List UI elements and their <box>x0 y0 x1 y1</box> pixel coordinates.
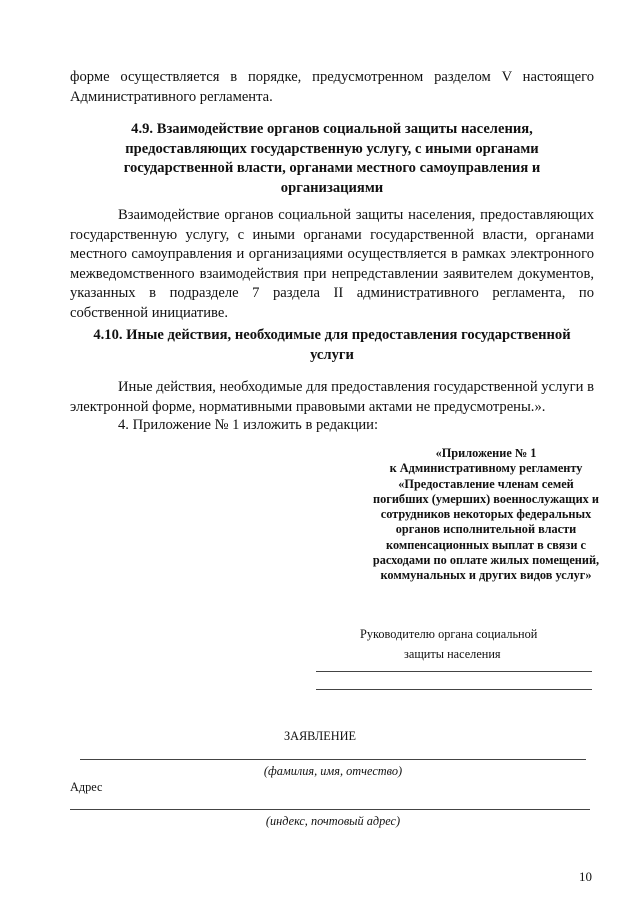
name-field-line <box>80 759 586 760</box>
section-4-9-heading: 4.9. Взаимодействие органов социальной защиты населения, предоставляющих государственную услугу, с иными органами государственной власти, органами местного самоуправления и организациями <box>123 121 541 196</box>
name-field-caption: (фамилия, имя, отчество) <box>263 764 403 778</box>
paragraph-intro: форме осуществляется в порядке, предусмотренном разделом V настоящего Административного регламента. <box>70 69 594 105</box>
recipient-blank-line-2 <box>316 689 592 690</box>
recipient-line-2: защиты населения <box>404 647 501 661</box>
address-field-caption: (индекс, почтовый адрес) <box>265 814 401 828</box>
appendix-title: «Приложение № 1 <box>435 446 537 460</box>
form-title: ЗАЯВЛЕНИЕ <box>283 729 357 743</box>
section-4-10-text: Иные действия, необходимые для предоставления государственной услуги в электронной форме, нормативными правовыми актами не предусмотрены.». <box>70 379 594 415</box>
address-field-line <box>70 809 590 810</box>
recipient-line-1: Руководителю органа социальной <box>360 627 538 641</box>
appendix-reference: к Административному регламенту <box>389 461 583 476</box>
recipient-blank-line-1 <box>316 671 592 672</box>
page-number: 10 <box>579 869 592 884</box>
appendix-regulation-name: «Предоставление членам семей погибших (умерших) военнослужащих и сотрудников некоторых федеральных органов исполнительной власти компенсационных выплат в связи с расходами по оплате жилых помещений, коммунальных и других видов услуг» <box>372 476 600 583</box>
address-label: Адрес <box>70 780 103 794</box>
section-4-10-heading: 4.10. Иные действия, необходимые для предоставления государственной услуги <box>93 327 571 363</box>
item-4-text: 4. Приложение № 1 изложить в редакции: <box>118 417 379 433</box>
section-4-9-text: Взаимодействие органов социальной защиты населения, предоставляющих государственную услугу, с иными органами государственной власти, органами местного самоуправления и организациями осуществляется в рамках электронного межведомственного взаимодействия при непредставлении заявителем документов, указанных в подразделе 7 раздела II административного регламента, по собственной инициативе. <box>70 207 594 321</box>
appendix-header <box>370 446 602 584</box>
